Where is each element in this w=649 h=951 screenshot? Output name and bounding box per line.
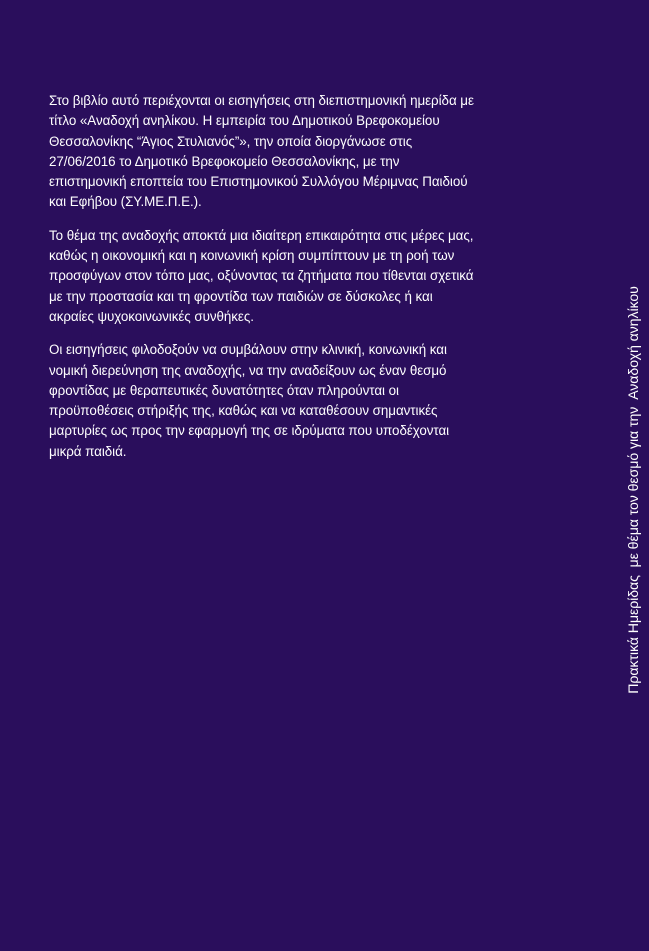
blurb-paragraph-1: Στο βιβλίο αυτό περιέχονται οι εισηγήσεις στη διεπιστημονική ημερίδα με τίτλο «Αναδοχή ανηλίκου. Η εμπειρία του Δημοτικού Βρεφοκομείου Θεσσαλονίκης “Άγιος Στυλιανός”», την οποία διοργάνωσε στις 27/06/2016 το Δημοτικό Βρεφοκομείο Θεσσαλονίκης, με την επιστημονική εποπτεία του Επιστημονικού Συλλόγου Μέριμνας Παιδιού και Εφήβου (ΣΥ.ΜΕ.Π.Ε.). (49, 93, 474, 210)
blurb-paragraph-2: Το θέμα της αναδοχής αποκτά μια ιδιαίτερη επικαιρότητα στις μέρες μας, καθώς η οικονομική και η κοινωνική κρίση συμπίπτουν με τη ροή των προσφύγων στον τόπο μας, οξύνοντας τα ζητήματα που τίθενται σχετικά με την προστασία και τη φροντίδα των παιδιών σε δύσκολες ή και ακραίες ψυχοκοινωνικές συνθήκες. (49, 227, 474, 324)
spine (622, 286, 646, 694)
blurb-paragraph-3: Οι εισηγήσεις φιλοδοξούν να συμβάλουν στην κλινική, κοινωνική και νομική διερεύνηση της αναδοχής, να την αναδείξουν ως έναν θεσμό φροντίδας με θεραπευτικές δυνατότητες όταν πληρούνται οι προϋποθέσεις στήριξής της, καθώς και να καταθέσουν σημαντικές μαρτυρίες ως προς την εφαρμογή της σε ιδρύματα που υποδέχονται μικρά παιδιά. (49, 342, 450, 459)
cover-blurb (49, 91, 479, 475)
spine-title: Πρακτικά Ημερίδας με θέμα τον θεσμό για την Αναδοχή ανηλίκου (626, 286, 642, 694)
